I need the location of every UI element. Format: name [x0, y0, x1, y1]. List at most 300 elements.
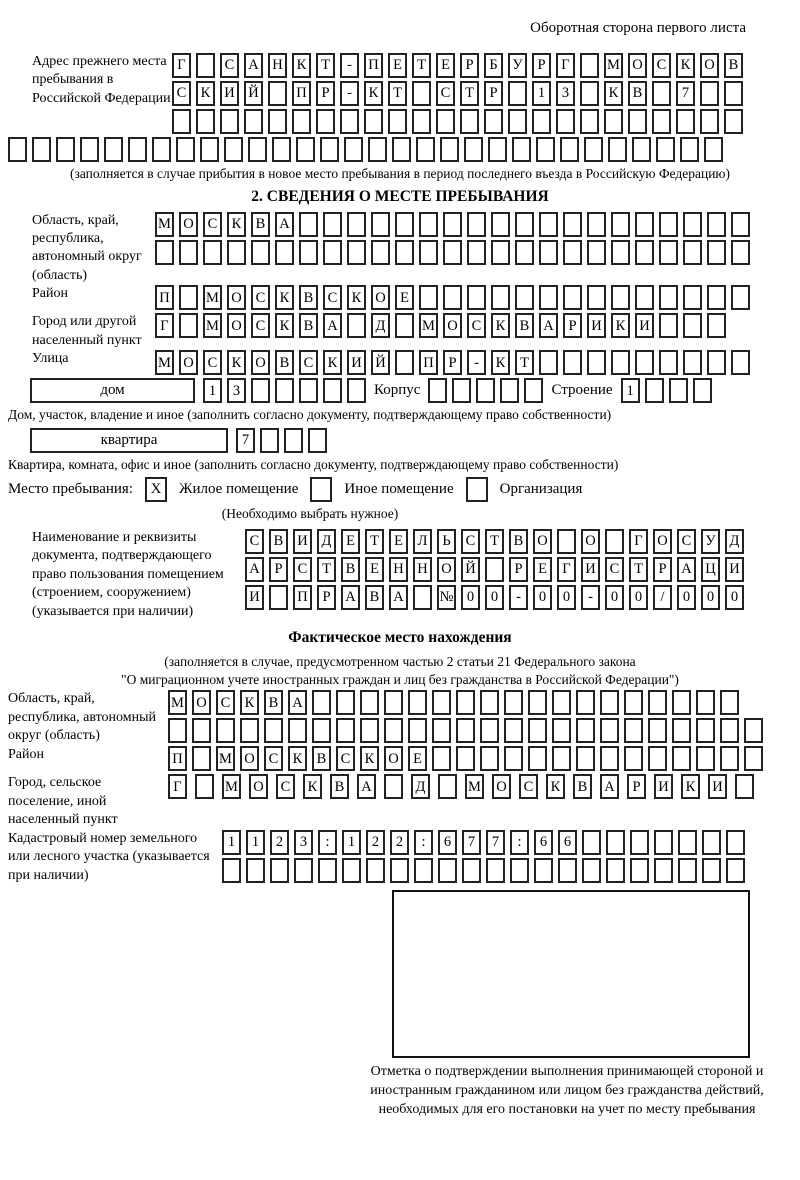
char-cell[interactable]: Д [371, 313, 390, 338]
char-cell[interactable]: : [414, 830, 433, 855]
char-cell[interactable]: 3 [556, 81, 575, 106]
char-cell[interactable] [731, 350, 750, 375]
char-cell[interactable] [528, 746, 547, 771]
char-cell[interactable] [576, 690, 595, 715]
char-cell[interactable]: Д [411, 774, 430, 799]
char-cell[interactable] [371, 240, 390, 265]
char-cell[interactable]: В [724, 53, 743, 78]
char-cell[interactable] [323, 378, 342, 403]
char-cell[interactable] [576, 718, 595, 743]
char-cell[interactable] [726, 830, 745, 855]
char-cell[interactable] [347, 313, 366, 338]
char-cell[interactable] [224, 137, 243, 162]
char-cell[interactable]: П [168, 746, 187, 771]
char-cell[interactable]: К [491, 313, 510, 338]
char-cell[interactable]: - [581, 585, 600, 610]
char-cell[interactable] [600, 718, 619, 743]
char-cell[interactable] [563, 350, 582, 375]
char-cell[interactable]: Н [268, 53, 287, 78]
char-cell[interactable] [312, 690, 331, 715]
char-cell[interactable] [652, 109, 671, 134]
char-cell[interactable] [443, 285, 462, 310]
char-cell[interactable]: Е [341, 529, 360, 554]
char-cell[interactable]: П [292, 81, 311, 106]
char-cell[interactable]: Т [388, 81, 407, 106]
char-cell[interactable]: А [245, 557, 264, 582]
char-cell[interactable] [320, 137, 339, 162]
char-cell[interactable]: О [251, 350, 270, 375]
char-cell[interactable] [696, 690, 715, 715]
char-cell[interactable] [539, 212, 558, 237]
char-cell[interactable] [630, 858, 649, 883]
char-cell[interactable]: В [509, 529, 528, 554]
char-cell[interactable] [659, 212, 678, 237]
char-cell[interactable] [508, 109, 527, 134]
char-cell[interactable]: К [292, 53, 311, 78]
char-cell[interactable]: Р [563, 313, 582, 338]
char-cell[interactable] [624, 746, 643, 771]
char-cell[interactable] [683, 313, 702, 338]
char-cell[interactable] [563, 285, 582, 310]
char-cell[interactable] [606, 830, 625, 855]
char-cell[interactable] [582, 830, 601, 855]
char-cell[interactable]: В [330, 774, 349, 799]
char-cell[interactable] [395, 240, 414, 265]
char-cell[interactable] [656, 137, 675, 162]
char-cell[interactable]: В [251, 212, 270, 237]
char-cell[interactable] [600, 746, 619, 771]
char-cell[interactable]: И [725, 557, 744, 582]
char-cell[interactable] [408, 690, 427, 715]
char-cell[interactable] [248, 137, 267, 162]
char-cell[interactable]: К [227, 212, 246, 237]
char-cell[interactable] [413, 585, 432, 610]
char-cell[interactable] [32, 137, 51, 162]
char-cell[interactable]: П [364, 53, 383, 78]
char-cell[interactable]: 7 [236, 428, 255, 453]
char-cell[interactable] [654, 858, 673, 883]
char-cell[interactable]: 0 [533, 585, 552, 610]
char-cell[interactable] [275, 378, 294, 403]
char-cell[interactable]: И [587, 313, 606, 338]
char-cell[interactable] [702, 858, 721, 883]
char-cell[interactable] [700, 81, 719, 106]
char-cell[interactable]: Р [317, 585, 336, 610]
char-cell[interactable]: К [196, 81, 215, 106]
char-cell[interactable] [659, 313, 678, 338]
char-cell[interactable]: П [419, 350, 438, 375]
char-cell[interactable] [316, 109, 335, 134]
char-cell[interactable]: Й [371, 350, 390, 375]
char-cell[interactable] [128, 137, 147, 162]
char-cell[interactable] [340, 109, 359, 134]
char-cell[interactable]: К [491, 350, 510, 375]
char-cell[interactable]: У [508, 53, 527, 78]
char-cell[interactable] [556, 109, 575, 134]
char-cell[interactable] [587, 212, 606, 237]
char-cell[interactable]: М [203, 285, 222, 310]
char-cell[interactable]: Б [484, 53, 503, 78]
char-cell[interactable]: К [275, 313, 294, 338]
char-cell[interactable]: 3 [227, 378, 246, 403]
char-cell[interactable] [264, 718, 283, 743]
char-cell[interactable]: К [288, 746, 307, 771]
char-cell[interactable]: Т [485, 529, 504, 554]
char-cell[interactable]: А [341, 585, 360, 610]
char-cell[interactable] [419, 212, 438, 237]
char-cell[interactable] [390, 858, 409, 883]
char-cell[interactable]: 2 [270, 830, 289, 855]
char-cell[interactable] [635, 285, 654, 310]
char-cell[interactable] [672, 718, 691, 743]
char-cell[interactable]: К [681, 774, 700, 799]
char-cell[interactable]: А [539, 313, 558, 338]
char-cell[interactable]: Ь [437, 529, 456, 554]
char-cell[interactable] [576, 746, 595, 771]
char-cell[interactable] [268, 81, 287, 106]
char-cell[interactable]: К [303, 774, 322, 799]
char-cell[interactable]: И [347, 350, 366, 375]
char-cell[interactable]: В [299, 313, 318, 338]
char-cell[interactable] [456, 718, 475, 743]
char-cell[interactable]: 0 [461, 585, 480, 610]
char-cell[interactable] [624, 690, 643, 715]
char-cell[interactable]: 0 [677, 585, 696, 610]
char-cell[interactable] [467, 240, 486, 265]
char-cell[interactable] [395, 313, 414, 338]
char-cell[interactable] [395, 212, 414, 237]
char-cell[interactable] [360, 690, 379, 715]
char-cell[interactable]: Р [484, 81, 503, 106]
char-cell[interactable] [220, 109, 239, 134]
char-cell[interactable] [476, 378, 495, 403]
char-cell[interactable]: С [461, 529, 480, 554]
char-cell[interactable] [56, 137, 75, 162]
char-cell[interactable] [611, 212, 630, 237]
char-cell[interactable] [484, 109, 503, 134]
char-cell[interactable]: И [245, 585, 264, 610]
char-cell[interactable] [557, 529, 576, 554]
char-cell[interactable] [456, 690, 475, 715]
char-cell[interactable] [605, 529, 624, 554]
char-cell[interactable] [292, 109, 311, 134]
char-cell[interactable] [203, 240, 222, 265]
char-cell[interactable]: О [384, 746, 403, 771]
char-cell[interactable] [735, 774, 754, 799]
char-cell[interactable]: 0 [605, 585, 624, 610]
char-cell[interactable]: Р [269, 557, 288, 582]
char-cell[interactable] [683, 212, 702, 237]
char-cell[interactable] [152, 137, 171, 162]
char-cell[interactable]: 1 [532, 81, 551, 106]
char-cell[interactable]: Д [317, 529, 336, 554]
char-cell[interactable]: О [653, 529, 672, 554]
char-cell[interactable]: Е [365, 557, 384, 582]
char-cell[interactable] [312, 718, 331, 743]
char-cell[interactable]: № [437, 585, 456, 610]
char-cell[interactable]: Г [629, 529, 648, 554]
char-cell[interactable] [648, 746, 667, 771]
char-cell[interactable] [443, 240, 462, 265]
char-cell[interactable] [284, 428, 303, 453]
char-cell[interactable] [272, 137, 291, 162]
char-cell[interactable] [308, 428, 327, 453]
char-cell[interactable]: 2 [390, 830, 409, 855]
char-cell[interactable] [395, 350, 414, 375]
char-cell[interactable] [436, 109, 455, 134]
char-cell[interactable]: В [628, 81, 647, 106]
char-cell[interactable] [251, 240, 270, 265]
char-cell[interactable]: Г [168, 774, 187, 799]
char-cell[interactable] [299, 240, 318, 265]
char-cell[interactable]: С [677, 529, 696, 554]
char-cell[interactable]: О [179, 350, 198, 375]
char-cell[interactable] [270, 858, 289, 883]
char-cell[interactable] [344, 137, 363, 162]
char-cell[interactable] [440, 137, 459, 162]
char-cell[interactable] [467, 285, 486, 310]
char-cell[interactable]: И [635, 313, 654, 338]
char-cell[interactable] [192, 718, 211, 743]
char-cell[interactable] [628, 109, 647, 134]
char-cell[interactable] [80, 137, 99, 162]
char-cell[interactable]: С [336, 746, 355, 771]
char-cell[interactable]: / [653, 585, 672, 610]
char-cell[interactable]: - [467, 350, 486, 375]
char-cell[interactable] [683, 285, 702, 310]
char-cell[interactable]: И [581, 557, 600, 582]
char-cell[interactable] [683, 240, 702, 265]
char-cell[interactable]: А [389, 585, 408, 610]
char-cell[interactable]: Т [316, 53, 335, 78]
char-cell[interactable]: С [436, 81, 455, 106]
char-cell[interactable] [624, 718, 643, 743]
char-cell[interactable] [652, 81, 671, 106]
char-cell[interactable]: М [168, 690, 187, 715]
char-cell[interactable] [726, 858, 745, 883]
char-cell[interactable] [630, 830, 649, 855]
char-cell[interactable] [296, 137, 315, 162]
char-cell[interactable]: С [203, 350, 222, 375]
char-cell[interactable] [168, 718, 187, 743]
char-cell[interactable]: В [275, 350, 294, 375]
char-cell[interactable]: И [654, 774, 673, 799]
char-cell[interactable] [515, 285, 534, 310]
char-cell[interactable] [412, 81, 431, 106]
char-cell[interactable] [707, 350, 726, 375]
char-cell[interactable]: О [492, 774, 511, 799]
char-cell[interactable]: Е [408, 746, 427, 771]
char-cell[interactable]: 1 [203, 378, 222, 403]
char-cell[interactable] [460, 109, 479, 134]
char-cell[interactable] [539, 350, 558, 375]
char-cell[interactable] [704, 137, 723, 162]
char-cell[interactable] [260, 428, 279, 453]
char-cell[interactable] [486, 858, 505, 883]
char-cell[interactable]: С [293, 557, 312, 582]
char-cell[interactable]: И [293, 529, 312, 554]
char-cell[interactable]: А [288, 690, 307, 715]
char-cell[interactable]: Е [395, 285, 414, 310]
char-cell[interactable] [456, 746, 475, 771]
char-cell[interactable] [587, 285, 606, 310]
char-cell[interactable]: М [155, 212, 174, 237]
char-cell[interactable] [414, 858, 433, 883]
char-cell[interactable] [342, 858, 361, 883]
char-cell[interactable]: - [340, 81, 359, 106]
checkbox-residential[interactable]: X [145, 477, 167, 502]
char-cell[interactable] [654, 830, 673, 855]
char-cell[interactable]: М [216, 746, 235, 771]
char-cell[interactable] [432, 690, 451, 715]
char-cell[interactable] [179, 285, 198, 310]
char-cell[interactable] [720, 690, 739, 715]
char-cell[interactable]: А [244, 53, 263, 78]
char-cell[interactable] [251, 378, 270, 403]
char-cell[interactable]: О [443, 313, 462, 338]
char-cell[interactable]: : [510, 830, 529, 855]
char-cell[interactable] [299, 212, 318, 237]
char-cell[interactable]: К [546, 774, 565, 799]
char-cell[interactable] [416, 137, 435, 162]
char-cell[interactable]: К [275, 285, 294, 310]
char-cell[interactable] [672, 690, 691, 715]
char-cell[interactable]: О [227, 313, 246, 338]
char-cell[interactable] [606, 858, 625, 883]
char-cell[interactable] [491, 285, 510, 310]
char-cell[interactable] [707, 240, 726, 265]
char-cell[interactable] [580, 53, 599, 78]
char-cell[interactable]: Е [436, 53, 455, 78]
char-cell[interactable] [491, 212, 510, 237]
char-cell[interactable] [696, 746, 715, 771]
char-cell[interactable] [408, 718, 427, 743]
char-cell[interactable] [731, 285, 750, 310]
char-cell[interactable] [504, 746, 523, 771]
char-cell[interactable]: 0 [485, 585, 504, 610]
char-cell[interactable]: О [179, 212, 198, 237]
char-cell[interactable] [192, 746, 211, 771]
char-cell[interactable] [552, 746, 571, 771]
char-cell[interactable] [680, 137, 699, 162]
char-cell[interactable] [528, 718, 547, 743]
char-cell[interactable]: 3 [294, 830, 313, 855]
char-cell[interactable]: Т [412, 53, 431, 78]
char-cell[interactable]: С [245, 529, 264, 554]
char-cell[interactable] [645, 378, 664, 403]
char-cell[interactable]: С [220, 53, 239, 78]
char-cell[interactable]: В [269, 529, 288, 554]
char-cell[interactable]: Н [413, 557, 432, 582]
char-cell[interactable] [347, 240, 366, 265]
char-cell[interactable] [552, 718, 571, 743]
char-cell[interactable] [720, 718, 739, 743]
char-cell[interactable] [635, 350, 654, 375]
char-cell[interactable] [552, 690, 571, 715]
char-cell[interactable] [364, 109, 383, 134]
char-cell[interactable]: Р [509, 557, 528, 582]
char-cell[interactable] [443, 212, 462, 237]
char-cell[interactable]: М [222, 774, 241, 799]
char-cell[interactable] [558, 858, 577, 883]
char-cell[interactable]: : [318, 830, 337, 855]
char-cell[interactable]: М [203, 313, 222, 338]
char-cell[interactable] [580, 109, 599, 134]
char-cell[interactable]: В [312, 746, 331, 771]
char-cell[interactable] [608, 137, 627, 162]
char-cell[interactable] [524, 378, 543, 403]
char-cell[interactable] [504, 690, 523, 715]
char-cell[interactable]: С [251, 285, 270, 310]
char-cell[interactable] [347, 212, 366, 237]
char-cell[interactable] [323, 212, 342, 237]
char-cell[interactable] [707, 285, 726, 310]
char-cell[interactable] [648, 718, 667, 743]
char-cell[interactable] [368, 137, 387, 162]
char-cell[interactable]: Й [461, 557, 480, 582]
char-cell[interactable] [508, 81, 527, 106]
char-cell[interactable] [480, 718, 499, 743]
char-cell[interactable] [384, 690, 403, 715]
confirmation-stamp-area[interactable] [392, 890, 750, 1058]
char-cell[interactable] [678, 858, 697, 883]
char-cell[interactable] [648, 690, 667, 715]
char-cell[interactable]: Е [388, 53, 407, 78]
char-cell[interactable]: В [299, 285, 318, 310]
char-cell[interactable] [384, 718, 403, 743]
char-cell[interactable]: К [364, 81, 383, 106]
char-cell[interactable]: Г [557, 557, 576, 582]
char-cell[interactable] [179, 240, 198, 265]
char-cell[interactable] [582, 858, 601, 883]
char-cell[interactable]: К [240, 690, 259, 715]
char-cell[interactable]: С [216, 690, 235, 715]
char-cell[interactable] [678, 830, 697, 855]
char-cell[interactable] [371, 212, 390, 237]
char-cell[interactable]: 6 [534, 830, 553, 855]
char-cell[interactable]: К [347, 285, 366, 310]
char-cell[interactable] [512, 137, 531, 162]
char-cell[interactable] [539, 285, 558, 310]
char-cell[interactable] [604, 109, 623, 134]
char-cell[interactable] [700, 109, 719, 134]
char-cell[interactable] [584, 137, 603, 162]
char-cell[interactable] [528, 690, 547, 715]
char-cell[interactable] [323, 240, 342, 265]
char-cell[interactable]: 0 [701, 585, 720, 610]
char-cell[interactable]: Т [317, 557, 336, 582]
char-cell[interactable] [452, 378, 471, 403]
char-cell[interactable]: Р [316, 81, 335, 106]
char-cell[interactable] [104, 137, 123, 162]
char-cell[interactable] [659, 240, 678, 265]
char-cell[interactable]: 1 [246, 830, 265, 855]
char-cell[interactable] [696, 718, 715, 743]
char-cell[interactable]: Ц [701, 557, 720, 582]
char-cell[interactable] [246, 858, 265, 883]
char-cell[interactable] [347, 378, 366, 403]
char-cell[interactable] [318, 858, 337, 883]
char-cell[interactable]: Т [629, 557, 648, 582]
char-cell[interactable] [672, 746, 691, 771]
char-cell[interactable]: К [227, 350, 246, 375]
char-cell[interactable] [635, 240, 654, 265]
char-cell[interactable]: А [600, 774, 619, 799]
char-cell[interactable]: К [604, 81, 623, 106]
char-cell[interactable] [587, 350, 606, 375]
char-cell[interactable] [294, 858, 313, 883]
char-cell[interactable] [515, 240, 534, 265]
